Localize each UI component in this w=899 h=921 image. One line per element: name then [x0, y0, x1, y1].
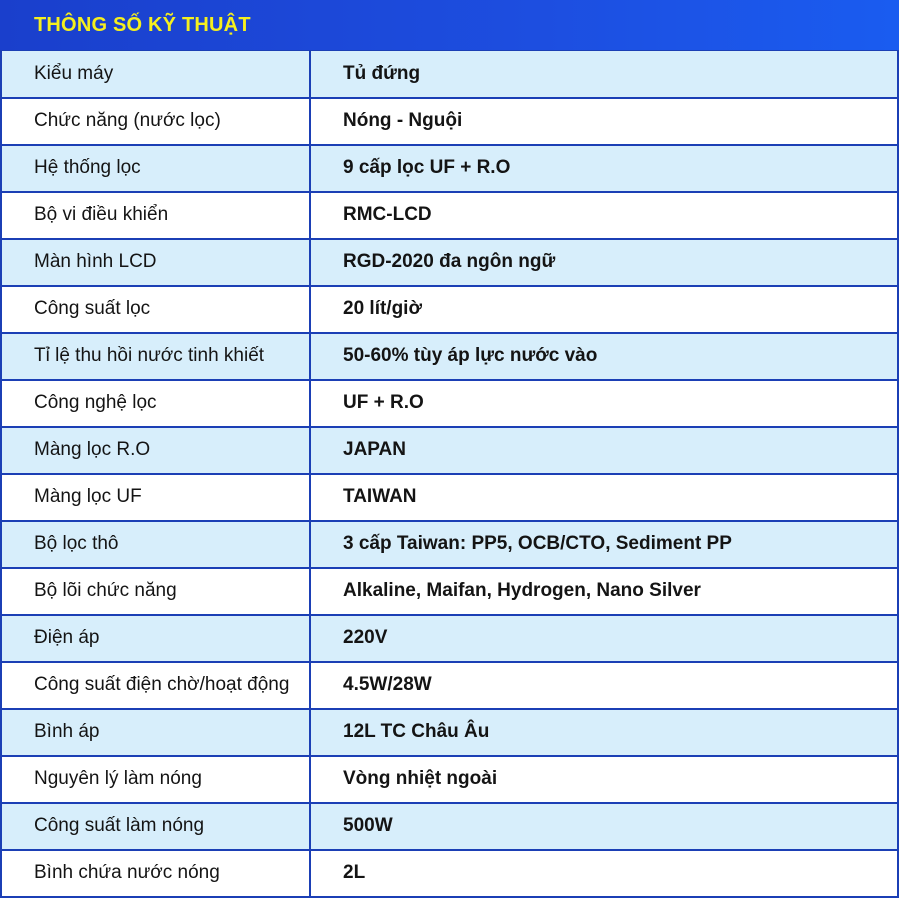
spec-label: Bộ lõi chức năng [1, 568, 310, 615]
spec-label: Công suất lọc [1, 286, 310, 333]
spec-value: Nóng - Nguội [310, 98, 898, 145]
spec-row [1, 756, 898, 803]
spec-label: Bình áp [1, 709, 310, 756]
spec-label: Bộ lọc thô [1, 521, 310, 568]
spec-row [1, 568, 898, 615]
spec-label: Nguyên lý làm nóng [1, 756, 310, 803]
spec-row [1, 286, 898, 333]
spec-row [1, 427, 898, 474]
spec-header [0, 0, 899, 50]
spec-row [1, 474, 898, 521]
spec-row [1, 145, 898, 192]
spec-value: RMC-LCD [310, 192, 898, 239]
spec-row [1, 98, 898, 145]
spec-label: Kiểu máy [1, 51, 310, 98]
spec-label: Công nghệ lọc [1, 380, 310, 427]
spec-table [0, 50, 899, 898]
spec-row [1, 521, 898, 568]
spec-value: JAPAN [310, 427, 898, 474]
spec-value: RGD-2020 đa ngôn ngữ [310, 239, 898, 286]
spec-value: Vòng nhiệt ngoài [310, 756, 898, 803]
spec-row [1, 239, 898, 286]
spec-label: Màn hình LCD [1, 239, 310, 286]
spec-label: Bình chứa nước nóng [1, 850, 310, 897]
spec-row [1, 709, 898, 756]
spec-row [1, 192, 898, 239]
spec-value: 3 cấp Taiwan: PP5, OCB/CTO, Sediment PP [310, 521, 898, 568]
spec-label: Công suất làm nóng [1, 803, 310, 850]
spec-title: THÔNG SỐ KỸ THUẬT [34, 13, 251, 36]
spec-row [1, 333, 898, 380]
spec-label: Công suất điện chờ/hoạt động [1, 662, 310, 709]
spec-value: 9 cấp lọc UF + R.O [310, 145, 898, 192]
spec-row [1, 51, 898, 98]
spec-row [1, 803, 898, 850]
spec-row [1, 662, 898, 709]
spec-label: Bộ vi điều khiển [1, 192, 310, 239]
spec-table-body [1, 51, 898, 897]
spec-value: 4.5W/28W [310, 662, 898, 709]
spec-row [1, 850, 898, 897]
spec-value: 500W [310, 803, 898, 850]
spec-label: Màng lọc R.O [1, 427, 310, 474]
spec-row [1, 615, 898, 662]
spec-label: Điện áp [1, 615, 310, 662]
spec-value: Tủ đứng [310, 51, 898, 98]
spec-label: Tỉ lệ thu hồi nước tinh khiết [1, 333, 310, 380]
spec-label: Hệ thống lọc [1, 145, 310, 192]
spec-value: 220V [310, 615, 898, 662]
spec-row [1, 380, 898, 427]
spec-label: Chức năng (nước lọc) [1, 98, 310, 145]
spec-label: Màng lọc UF [1, 474, 310, 521]
spec-value: 50-60% tùy áp lực nước vào [310, 333, 898, 380]
spec-value: 12L TC Châu Âu [310, 709, 898, 756]
spec-value: Alkaline, Maifan, Hydrogen, Nano Silver [310, 568, 898, 615]
spec-value: 2L [310, 850, 898, 897]
spec-value: UF + R.O [310, 380, 898, 427]
spec-value: TAIWAN [310, 474, 898, 521]
spec-value: 20 lít/giờ [310, 286, 898, 333]
